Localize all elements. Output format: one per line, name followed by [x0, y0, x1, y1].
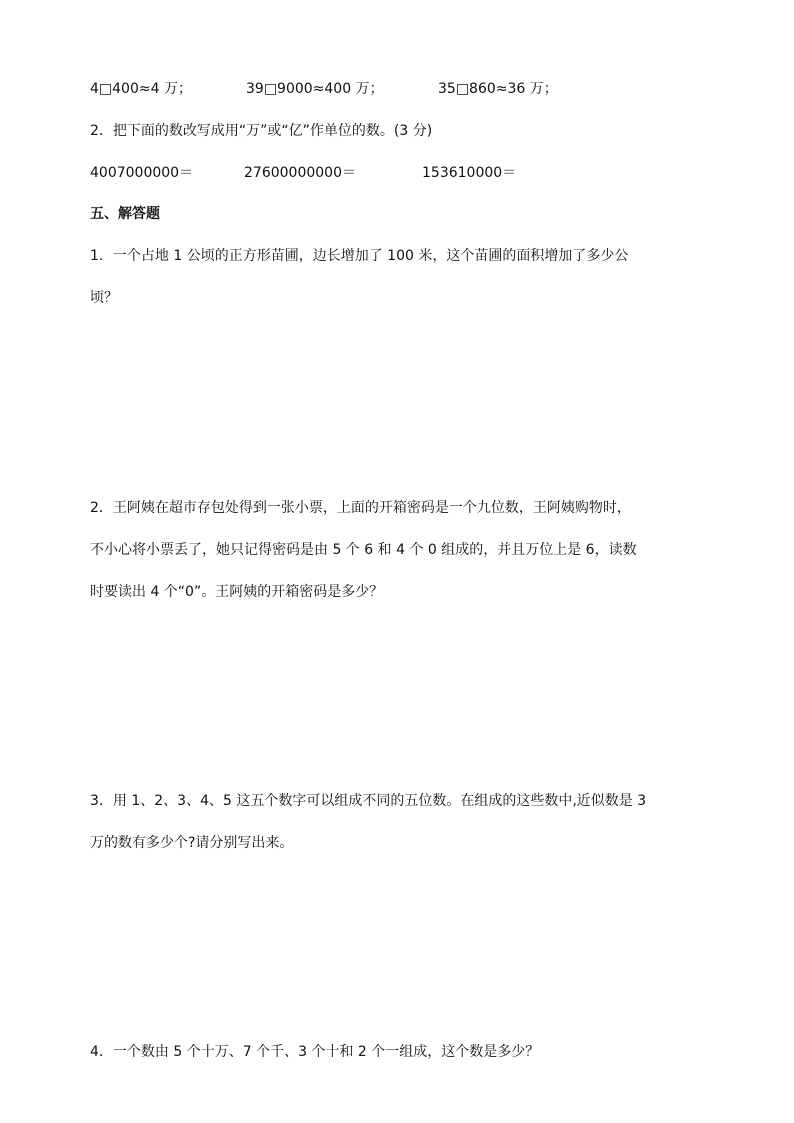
problem-2-line-3: 时要读出 4 个“0”。王阿姨的开箱密码是多少？: [90, 584, 384, 600]
approx-item-2: 39□9000≈400 万；: [246, 81, 384, 97]
problem-4-line-1: 4．一个数由 5 个十万、7 个千、3 个十和 2 个一组成，这个数是多少？: [90, 1044, 540, 1060]
approx-item-1: 4□400≈4 万；: [90, 81, 192, 97]
conversion-item-3: 153610000＝: [422, 165, 517, 181]
conversion-instruction: 2．把下面的数改写成用“万”或“亿”作单位的数。(3 分): [90, 123, 433, 139]
section-heading: 五、解答题: [90, 206, 160, 222]
problem-1-line-1: 1．一个占地 1 公顷的正方形苗圃，边长增加了 100 米，这个苗圃的面积增加了多少公: [90, 248, 629, 264]
problem-2-line-1: 2．王阿姨在超市存包处得到一张小票，上面的开箱密码是一个九位数，王阿姨购物时，: [90, 500, 631, 516]
conversion-item-1: 4007000000＝: [90, 165, 194, 181]
conversion-item-2: 27600000000＝: [244, 165, 356, 181]
approx-item-3: 35□860≈36 万；: [438, 81, 558, 97]
problem-3-line-1: 3．用 1、2、3、4、5 这五个数字可以组成不同的五位数。在组成的这些数中,近似数是 3: [90, 793, 647, 809]
problem-3-line-2: 万的数有多少个?请分别写出来。: [90, 835, 294, 851]
problem-2-line-2: 不小心将小票丢了，她只记得密码是由 5 个 6 和 4 个 0 组成的，并且万位上是 6，读数: [90, 542, 637, 558]
problem-1-line-2: 顷？: [90, 290, 118, 306]
